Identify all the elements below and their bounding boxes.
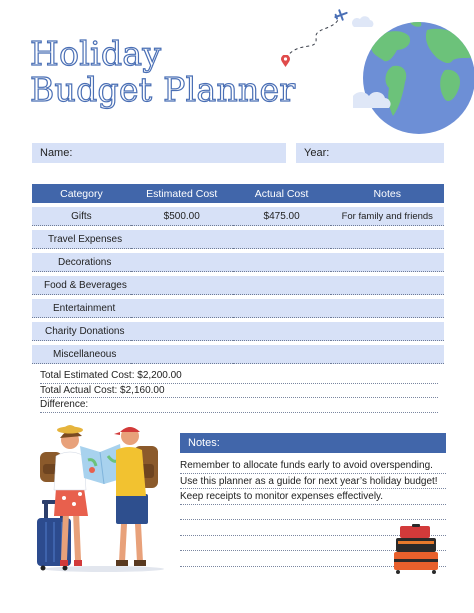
row-estimated[interactable] [131,299,233,318]
row-notes[interactable]: For family and friends [331,207,444,226]
header-notes: Notes [331,184,444,203]
row-estimated[interactable] [131,230,233,249]
name-field[interactable] [32,143,286,163]
title-line-2: Budget Planner [30,70,296,109]
luggage-stack-illustration [392,524,440,574]
budget-table [32,180,444,368]
row-category: Gifts [32,207,131,226]
year-field[interactable] [296,143,444,163]
table-row [32,322,444,341]
table-row [32,276,444,295]
row-estimated[interactable] [131,345,233,364]
title-line-1: Holiday [30,34,162,73]
header-category: Category [32,184,131,203]
notes-line[interactable] [180,505,446,521]
travelers-illustration [34,420,168,574]
row-category: Entertainment [32,299,131,318]
name-label: Name: [40,147,73,159]
row-estimated[interactable] [131,253,233,272]
totals-section [40,369,438,413]
notes-line[interactable]: Remember to allocate funds early to avoid overspending. [180,458,446,474]
page-title [30,36,295,108]
row-notes[interactable] [331,345,444,364]
row-estimated[interactable] [131,322,233,341]
row-category: Travel Expenses [32,230,131,249]
total-estimated-cost: Total Estimated Cost: $2,200.00 [40,369,438,384]
table-row [32,207,444,226]
total-actual-cost: Total Actual Cost: $2,160.00 [40,384,438,399]
row-actual[interactable] [233,299,331,318]
row-actual[interactable] [233,345,331,364]
row-notes[interactable] [331,299,444,318]
table-row [32,345,444,364]
table-header-row [32,184,444,203]
row-estimated[interactable] [131,276,233,295]
row-category: Miscellaneous [32,345,131,364]
row-actual[interactable] [233,253,331,272]
table-row [32,253,444,272]
row-actual[interactable] [233,230,331,249]
row-category: Decorations [32,253,131,272]
row-category: Food & Beverages [32,276,131,295]
difference-line[interactable]: Difference: [40,398,438,413]
row-notes[interactable] [331,276,444,295]
notes-line[interactable]: Use this planner as a guide for next year’s holiday budget! [180,474,446,490]
table-row [32,230,444,249]
notes-line[interactable]: Keep receipts to monitor expenses effectively. [180,489,446,505]
row-notes[interactable] [331,230,444,249]
year-label: Year: [304,147,330,159]
header-estimated-cost: Estimated Cost [131,184,233,203]
row-notes[interactable] [331,322,444,341]
row-actual[interactable]: $475.00 [233,207,331,226]
header-actual-cost: Actual Cost [233,184,331,203]
notes-header: Notes: [180,433,446,453]
table-row [32,299,444,318]
globe-illustration [353,16,474,140]
row-actual[interactable] [233,322,331,341]
row-actual[interactable] [233,276,331,295]
row-estimated[interactable]: $500.00 [131,207,233,226]
location-pin-icon [281,55,290,67]
row-notes[interactable] [331,253,444,272]
row-category: Charity Donations [32,322,131,341]
